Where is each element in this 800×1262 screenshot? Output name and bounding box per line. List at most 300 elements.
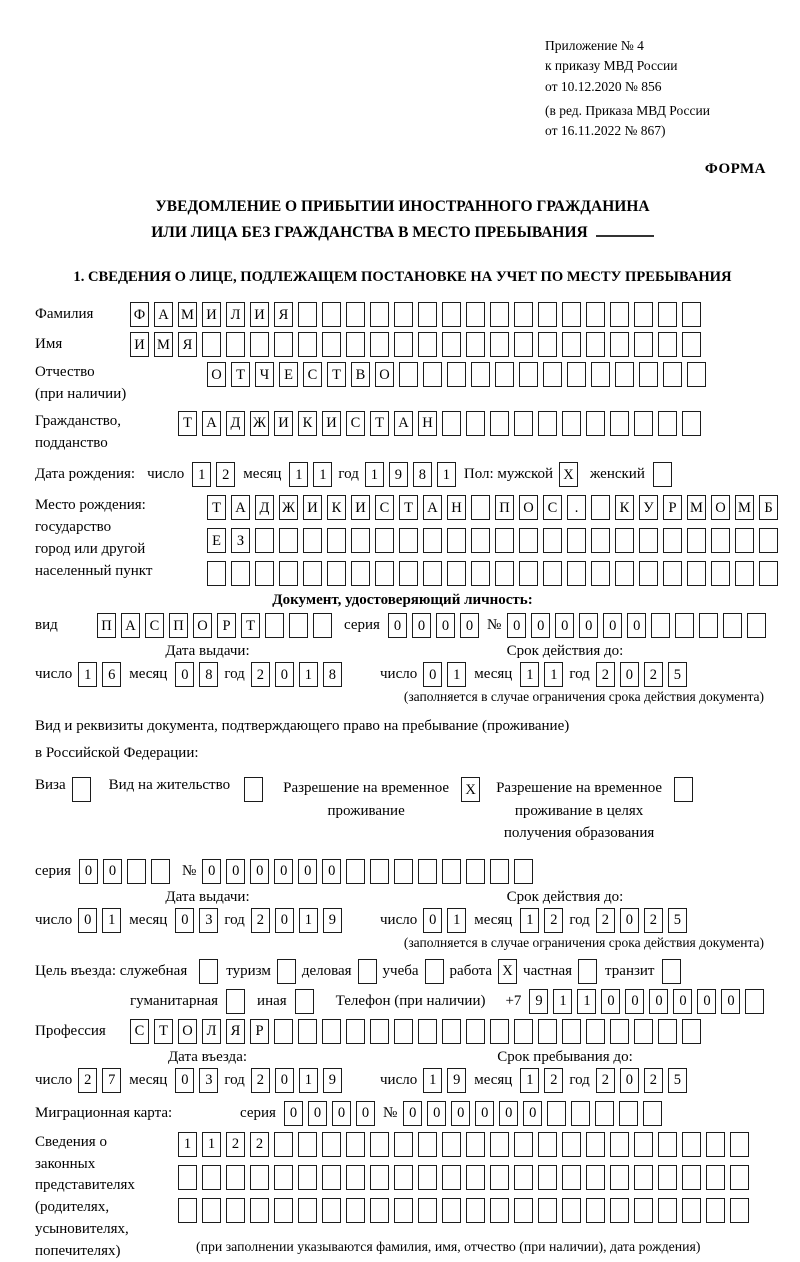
char-cell[interactable] xyxy=(747,613,766,638)
char-cell[interactable] xyxy=(610,411,629,436)
char-cell[interactable] xyxy=(634,332,653,357)
char-cell[interactable] xyxy=(634,1165,653,1190)
char-cell[interactable]: 0 xyxy=(175,908,194,933)
char-cell[interactable]: С xyxy=(130,1019,149,1044)
char-cell[interactable]: П xyxy=(97,613,116,638)
char-cell[interactable] xyxy=(418,332,437,357)
char-cell[interactable]: 0 xyxy=(620,1068,639,1093)
char-cell[interactable] xyxy=(274,1019,293,1044)
char-cell[interactable] xyxy=(571,1101,590,1126)
char-cell[interactable] xyxy=(418,1165,437,1190)
char-cell[interactable] xyxy=(442,859,461,884)
char-cell[interactable]: Ж xyxy=(250,411,269,436)
char-cell[interactable] xyxy=(298,1198,317,1223)
char-cell[interactable]: 5 xyxy=(668,908,687,933)
char-cell[interactable]: 0 xyxy=(649,989,668,1014)
char-cell[interactable] xyxy=(682,411,701,436)
char-cell[interactable]: О xyxy=(193,613,212,638)
char-cell[interactable] xyxy=(610,1198,629,1223)
char-cell[interactable]: К xyxy=(298,411,317,436)
char-cell[interactable] xyxy=(370,332,389,357)
char-cell[interactable] xyxy=(255,528,274,553)
char-cell[interactable] xyxy=(682,332,701,357)
char-cell[interactable] xyxy=(687,528,706,553)
char-cell[interactable] xyxy=(538,1132,557,1157)
char-cell[interactable]: 9 xyxy=(389,462,408,487)
char-cell[interactable] xyxy=(682,1165,701,1190)
char-cell[interactable] xyxy=(375,528,394,553)
char-cell[interactable]: 0 xyxy=(579,613,598,638)
char-cell[interactable]: 2 xyxy=(544,1068,563,1093)
char-cell[interactable] xyxy=(682,1019,701,1044)
char-cell[interactable]: М xyxy=(154,332,173,357)
char-cell[interactable]: 8 xyxy=(413,462,432,487)
char-cell[interactable]: С xyxy=(145,613,164,638)
char-cell[interactable] xyxy=(519,528,538,553)
char-cell[interactable] xyxy=(595,1101,614,1126)
char-cell[interactable] xyxy=(399,561,418,586)
char-cell[interactable]: . xyxy=(567,495,586,520)
char-cell[interactable] xyxy=(346,332,365,357)
char-cell[interactable]: И xyxy=(303,495,322,520)
char-cell[interactable]: 0 xyxy=(275,908,294,933)
char-cell[interactable] xyxy=(495,528,514,553)
char-cell[interactable] xyxy=(730,1132,749,1157)
char-cell[interactable]: Л xyxy=(226,302,245,327)
char-cell[interactable] xyxy=(370,302,389,327)
char-cell[interactable]: 1 xyxy=(192,462,211,487)
char-cell[interactable]: Т xyxy=(327,362,346,387)
char-cell[interactable]: Л xyxy=(202,1019,221,1044)
char-cell[interactable] xyxy=(418,1132,437,1157)
char-cell[interactable]: 0 xyxy=(460,613,479,638)
char-cell[interactable]: 0 xyxy=(332,1101,351,1126)
char-cell[interactable]: Н xyxy=(418,411,437,436)
char-cell[interactable]: 1 xyxy=(299,662,318,687)
char-cell[interactable]: Т xyxy=(231,362,250,387)
char-cell[interactable] xyxy=(289,613,308,638)
char-cell[interactable] xyxy=(711,528,730,553)
char-cell[interactable]: 2 xyxy=(544,908,563,933)
char-cell[interactable]: 1 xyxy=(520,908,539,933)
char-cell[interactable] xyxy=(442,1132,461,1157)
char-cell[interactable]: 1 xyxy=(178,1132,197,1157)
char-cell[interactable]: 1 xyxy=(447,662,466,687)
char-cell[interactable] xyxy=(466,859,485,884)
char-cell[interactable]: Я xyxy=(274,302,293,327)
char-cell[interactable]: И xyxy=(202,302,221,327)
char-cell[interactable]: 0 xyxy=(78,908,97,933)
char-cell[interactable]: 2 xyxy=(78,1068,97,1093)
char-cell[interactable] xyxy=(538,411,557,436)
char-cell[interactable]: 2 xyxy=(596,908,615,933)
char-cell[interactable] xyxy=(562,1019,581,1044)
char-cell[interactable]: 0 xyxy=(298,859,317,884)
char-cell[interactable] xyxy=(706,1198,725,1223)
char-cell[interactable] xyxy=(619,1101,638,1126)
char-cell[interactable] xyxy=(370,1132,389,1157)
char-cell[interactable] xyxy=(265,613,284,638)
char-cell[interactable] xyxy=(313,613,332,638)
char-cell[interactable]: 2 xyxy=(644,662,663,687)
char-cell[interactable]: О xyxy=(178,1019,197,1044)
char-cell[interactable] xyxy=(274,332,293,357)
char-cell[interactable] xyxy=(394,1132,413,1157)
char-cell[interactable] xyxy=(639,561,658,586)
char-cell[interactable]: 1 xyxy=(577,989,596,1014)
char-cell[interactable] xyxy=(586,1132,605,1157)
char-cell[interactable] xyxy=(543,362,562,387)
char-cell[interactable] xyxy=(586,302,605,327)
char-cell[interactable] xyxy=(322,1165,341,1190)
char-cell[interactable] xyxy=(250,1198,269,1223)
char-cell[interactable] xyxy=(514,1132,533,1157)
char-cell[interactable] xyxy=(634,1132,653,1157)
char-cell[interactable] xyxy=(231,561,250,586)
char-cell[interactable]: 9 xyxy=(447,1068,466,1093)
char-cell[interactable] xyxy=(394,332,413,357)
char-cell[interactable]: 0 xyxy=(555,613,574,638)
char-cell[interactable]: Е xyxy=(279,362,298,387)
char-cell[interactable] xyxy=(274,1132,293,1157)
char-cell[interactable]: 0 xyxy=(403,1101,422,1126)
char-cell[interactable] xyxy=(442,1198,461,1223)
char-cell[interactable] xyxy=(322,332,341,357)
char-cell[interactable]: 1 xyxy=(544,662,563,687)
char-cell[interactable] xyxy=(351,561,370,586)
char-cell[interactable]: 0 xyxy=(531,613,550,638)
char-cell[interactable] xyxy=(543,561,562,586)
char-cell[interactable]: А xyxy=(394,411,413,436)
char-cell[interactable] xyxy=(466,1198,485,1223)
other-purpose-checkbox[interactable] xyxy=(295,989,314,1014)
char-cell[interactable]: 0 xyxy=(499,1101,518,1126)
char-cell[interactable]: 0 xyxy=(388,613,407,638)
char-cell[interactable] xyxy=(699,613,718,638)
char-cell[interactable]: 0 xyxy=(423,662,442,687)
char-cell[interactable]: 0 xyxy=(603,613,622,638)
char-cell[interactable]: 3 xyxy=(199,1068,218,1093)
char-cell[interactable]: 1 xyxy=(447,908,466,933)
char-cell[interactable]: П xyxy=(495,495,514,520)
char-cell[interactable] xyxy=(634,1198,653,1223)
char-cell[interactable]: Н xyxy=(447,495,466,520)
char-cell[interactable]: 0 xyxy=(322,859,341,884)
char-cell[interactable] xyxy=(514,302,533,327)
char-cell[interactable]: Р xyxy=(217,613,236,638)
char-cell[interactable] xyxy=(706,1132,725,1157)
char-cell[interactable] xyxy=(538,302,557,327)
char-cell[interactable] xyxy=(567,362,586,387)
char-cell[interactable] xyxy=(514,1198,533,1223)
char-cell[interactable] xyxy=(610,302,629,327)
char-cell[interactable] xyxy=(675,613,694,638)
char-cell[interactable] xyxy=(687,362,706,387)
char-cell[interactable] xyxy=(202,1198,221,1223)
char-cell[interactable] xyxy=(514,1019,533,1044)
char-cell[interactable]: Д xyxy=(255,495,274,520)
char-cell[interactable]: 0 xyxy=(275,1068,294,1093)
char-cell[interactable]: Р xyxy=(250,1019,269,1044)
char-cell[interactable]: А xyxy=(202,411,221,436)
char-cell[interactable]: 9 xyxy=(323,1068,342,1093)
char-cell[interactable]: 3 xyxy=(199,908,218,933)
char-cell[interactable] xyxy=(370,859,389,884)
char-cell[interactable]: 2 xyxy=(596,662,615,687)
sex-male-checkbox[interactable]: X xyxy=(559,462,578,487)
char-cell[interactable] xyxy=(643,1101,662,1126)
char-cell[interactable] xyxy=(394,859,413,884)
char-cell[interactable] xyxy=(370,1019,389,1044)
char-cell[interactable]: 1 xyxy=(437,462,456,487)
char-cell[interactable] xyxy=(394,302,413,327)
char-cell[interactable]: 6 xyxy=(102,662,121,687)
char-cell[interactable] xyxy=(346,1165,365,1190)
char-cell[interactable] xyxy=(442,332,461,357)
char-cell[interactable]: 0 xyxy=(250,859,269,884)
char-cell[interactable]: О xyxy=(711,495,730,520)
char-cell[interactable]: 1 xyxy=(520,662,539,687)
char-cell[interactable] xyxy=(634,411,653,436)
char-cell[interactable]: С xyxy=(303,362,322,387)
char-cell[interactable]: К xyxy=(327,495,346,520)
char-cell[interactable] xyxy=(303,561,322,586)
char-cell[interactable]: С xyxy=(375,495,394,520)
char-cell[interactable] xyxy=(447,528,466,553)
char-cell[interactable] xyxy=(562,332,581,357)
char-cell[interactable] xyxy=(370,1198,389,1223)
char-cell[interactable] xyxy=(723,613,742,638)
char-cell[interactable] xyxy=(226,332,245,357)
char-cell[interactable] xyxy=(490,1165,509,1190)
char-cell[interactable] xyxy=(447,362,466,387)
char-cell[interactable]: 1 xyxy=(299,1068,318,1093)
char-cell[interactable]: 1 xyxy=(423,1068,442,1093)
char-cell[interactable]: И xyxy=(130,332,149,357)
char-cell[interactable] xyxy=(346,302,365,327)
char-cell[interactable] xyxy=(514,859,533,884)
char-cell[interactable]: 1 xyxy=(78,662,97,687)
char-cell[interactable]: 0 xyxy=(275,662,294,687)
char-cell[interactable]: А xyxy=(154,302,173,327)
char-cell[interactable]: Т xyxy=(178,411,197,436)
char-cell[interactable] xyxy=(615,528,634,553)
char-cell[interactable] xyxy=(490,1198,509,1223)
visa-checkbox[interactable] xyxy=(72,777,91,802)
char-cell[interactable] xyxy=(651,613,670,638)
char-cell[interactable]: М xyxy=(687,495,706,520)
char-cell[interactable] xyxy=(730,1198,749,1223)
char-cell[interactable] xyxy=(490,1019,509,1044)
char-cell[interactable] xyxy=(399,362,418,387)
char-cell[interactable] xyxy=(658,1198,677,1223)
char-cell[interactable]: 0 xyxy=(436,613,455,638)
char-cell[interactable] xyxy=(538,332,557,357)
char-cell[interactable] xyxy=(610,1019,629,1044)
business-checkbox[interactable] xyxy=(358,959,377,984)
char-cell[interactable] xyxy=(346,1132,365,1157)
char-cell[interactable] xyxy=(151,859,170,884)
char-cell[interactable] xyxy=(490,1132,509,1157)
char-cell[interactable] xyxy=(394,1165,413,1190)
char-cell[interactable]: 2 xyxy=(596,1068,615,1093)
char-cell[interactable] xyxy=(495,362,514,387)
char-cell[interactable] xyxy=(682,1132,701,1157)
char-cell[interactable] xyxy=(303,528,322,553)
char-cell[interactable]: С xyxy=(543,495,562,520)
char-cell[interactable] xyxy=(466,1165,485,1190)
char-cell[interactable] xyxy=(711,561,730,586)
char-cell[interactable] xyxy=(279,561,298,586)
sex-female-checkbox[interactable] xyxy=(653,462,672,487)
char-cell[interactable]: 0 xyxy=(202,859,221,884)
char-cell[interactable]: 1 xyxy=(520,1068,539,1093)
char-cell[interactable]: 0 xyxy=(620,908,639,933)
char-cell[interactable] xyxy=(423,561,442,586)
char-cell[interactable]: А xyxy=(231,495,250,520)
char-cell[interactable]: 0 xyxy=(601,989,620,1014)
char-cell[interactable] xyxy=(663,561,682,586)
char-cell[interactable] xyxy=(298,1165,317,1190)
char-cell[interactable] xyxy=(442,1165,461,1190)
char-cell[interactable]: О xyxy=(207,362,226,387)
char-cell[interactable] xyxy=(471,362,490,387)
char-cell[interactable] xyxy=(658,411,677,436)
char-cell[interactable] xyxy=(639,362,658,387)
char-cell[interactable]: 2 xyxy=(644,1068,663,1093)
char-cell[interactable] xyxy=(658,1019,677,1044)
char-cell[interactable] xyxy=(759,528,778,553)
char-cell[interactable]: Т xyxy=(241,613,260,638)
char-cell[interactable] xyxy=(370,1165,389,1190)
char-cell[interactable] xyxy=(586,332,605,357)
char-cell[interactable] xyxy=(202,1165,221,1190)
char-cell[interactable] xyxy=(567,561,586,586)
char-cell[interactable] xyxy=(682,1198,701,1223)
char-cell[interactable]: 0 xyxy=(274,859,293,884)
char-cell[interactable] xyxy=(663,528,682,553)
char-cell[interactable]: Т xyxy=(207,495,226,520)
char-cell[interactable]: Ж xyxy=(279,495,298,520)
char-cell[interactable]: З xyxy=(231,528,250,553)
char-cell[interactable] xyxy=(735,561,754,586)
char-cell[interactable]: 2 xyxy=(251,1068,270,1093)
char-cell[interactable]: 1 xyxy=(102,908,121,933)
char-cell[interactable] xyxy=(658,332,677,357)
char-cell[interactable] xyxy=(394,1019,413,1044)
char-cell[interactable] xyxy=(538,1198,557,1223)
char-cell[interactable] xyxy=(466,1132,485,1157)
char-cell[interactable] xyxy=(471,561,490,586)
char-cell[interactable] xyxy=(730,1165,749,1190)
char-cell[interactable] xyxy=(351,528,370,553)
char-cell[interactable] xyxy=(442,302,461,327)
char-cell[interactable]: 0 xyxy=(308,1101,327,1126)
char-cell[interactable]: 1 xyxy=(313,462,332,487)
char-cell[interactable]: 2 xyxy=(251,908,270,933)
private-checkbox[interactable] xyxy=(578,959,597,984)
char-cell[interactable] xyxy=(418,302,437,327)
char-cell[interactable]: О xyxy=(375,362,394,387)
transit-checkbox[interactable] xyxy=(662,959,681,984)
char-cell[interactable] xyxy=(706,1165,725,1190)
char-cell[interactable]: 5 xyxy=(668,662,687,687)
char-cell[interactable] xyxy=(519,561,538,586)
char-cell[interactable] xyxy=(346,859,365,884)
char-cell[interactable]: 7 xyxy=(102,1068,121,1093)
char-cell[interactable] xyxy=(610,1165,629,1190)
char-cell[interactable] xyxy=(423,362,442,387)
char-cell[interactable] xyxy=(562,1132,581,1157)
char-cell[interactable] xyxy=(394,1198,413,1223)
char-cell[interactable] xyxy=(514,411,533,436)
char-cell[interactable]: 5 xyxy=(668,1068,687,1093)
char-cell[interactable]: 0 xyxy=(175,1068,194,1093)
char-cell[interactable]: Ф xyxy=(130,302,149,327)
char-cell[interactable]: 1 xyxy=(365,462,384,487)
char-cell[interactable]: 8 xyxy=(199,662,218,687)
char-cell[interactable] xyxy=(543,528,562,553)
char-cell[interactable] xyxy=(466,1019,485,1044)
char-cell[interactable] xyxy=(658,302,677,327)
char-cell[interactable] xyxy=(687,561,706,586)
char-cell[interactable] xyxy=(322,1198,341,1223)
char-cell[interactable] xyxy=(178,1198,197,1223)
char-cell[interactable] xyxy=(466,302,485,327)
char-cell[interactable] xyxy=(298,302,317,327)
char-cell[interactable] xyxy=(375,561,394,586)
char-cell[interactable]: Т xyxy=(399,495,418,520)
char-cell[interactable] xyxy=(250,332,269,357)
edu-permit-checkbox[interactable] xyxy=(674,777,693,802)
char-cell[interactable]: А xyxy=(423,495,442,520)
char-cell[interactable]: П xyxy=(169,613,188,638)
char-cell[interactable]: О xyxy=(519,495,538,520)
char-cell[interactable] xyxy=(399,528,418,553)
char-cell[interactable] xyxy=(322,302,341,327)
char-cell[interactable] xyxy=(538,1019,557,1044)
char-cell[interactable] xyxy=(586,1198,605,1223)
char-cell[interactable] xyxy=(658,1132,677,1157)
char-cell[interactable] xyxy=(346,1019,365,1044)
char-cell[interactable] xyxy=(274,1198,293,1223)
char-cell[interactable] xyxy=(586,411,605,436)
char-cell[interactable]: 0 xyxy=(412,613,431,638)
char-cell[interactable] xyxy=(327,561,346,586)
char-cell[interactable] xyxy=(471,495,490,520)
char-cell[interactable] xyxy=(346,1198,365,1223)
char-cell[interactable] xyxy=(442,411,461,436)
char-cell[interactable] xyxy=(538,1165,557,1190)
char-cell[interactable]: А xyxy=(121,613,140,638)
char-cell[interactable]: 1 xyxy=(202,1132,221,1157)
char-cell[interactable]: К xyxy=(615,495,634,520)
char-cell[interactable] xyxy=(658,1165,677,1190)
char-cell[interactable] xyxy=(207,561,226,586)
official-checkbox[interactable] xyxy=(199,959,218,984)
char-cell[interactable] xyxy=(759,561,778,586)
temp-permit-checkbox[interactable]: X xyxy=(461,777,480,802)
char-cell[interactable] xyxy=(418,859,437,884)
char-cell[interactable] xyxy=(178,1165,197,1190)
char-cell[interactable]: И xyxy=(250,302,269,327)
char-cell[interactable] xyxy=(298,1132,317,1157)
char-cell[interactable]: В xyxy=(351,362,370,387)
char-cell[interactable] xyxy=(514,332,533,357)
char-cell[interactable] xyxy=(490,411,509,436)
char-cell[interactable] xyxy=(250,1165,269,1190)
char-cell[interactable] xyxy=(567,528,586,553)
